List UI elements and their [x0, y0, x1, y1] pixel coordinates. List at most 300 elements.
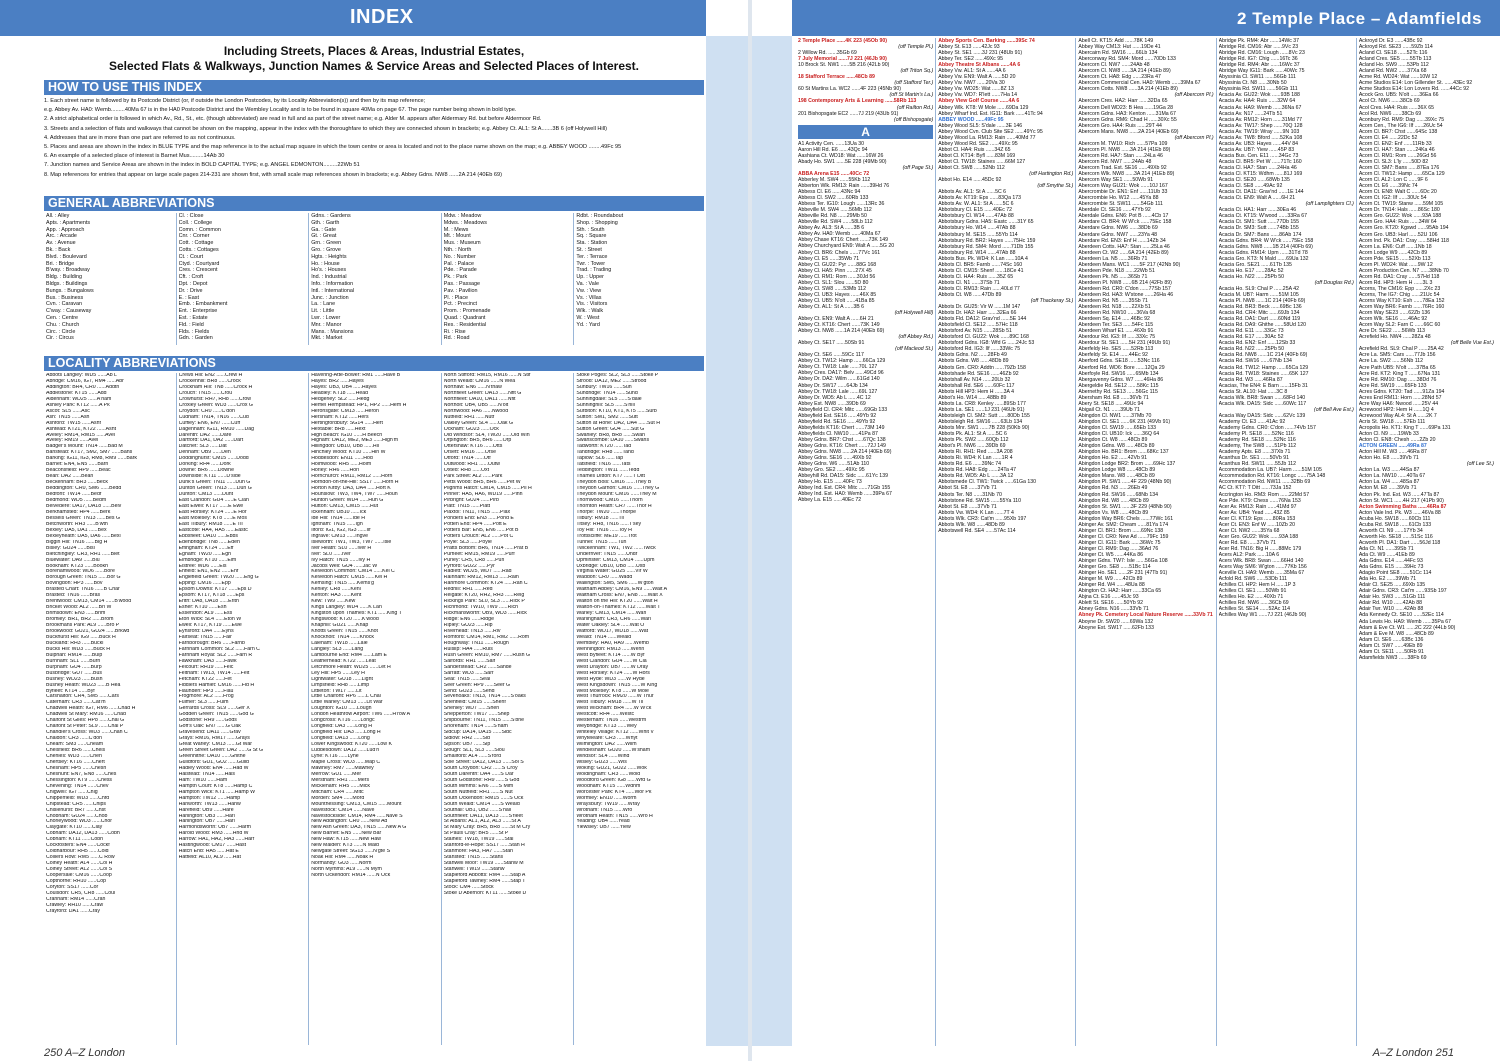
locality-entry: Watford: WD17, WD18 ......Wat [576, 628, 649, 634]
locality-entry: Essendon: AL9 ......Ess [178, 611, 233, 617]
index-entry: Abercorn Ct. HA8: Edg ......23Ra 47 [1078, 74, 1161, 81]
index-entry: Abbey La. E15 ......40Ec 72 [798, 497, 862, 504]
locality-entry: Wennington: RM13 ......Wenn [576, 646, 645, 652]
locality-entry: Brentwood: CM13, CM14 ......B'wood [46, 599, 132, 605]
index-entry: Abinger Gdns. TW7: Isle ......56Ga 108 [1078, 558, 1168, 565]
locality-entry: Bulphan: RM14 ......Bulp [46, 652, 103, 658]
index-entry: Abinger Gro. SE8 ......51Bc 114 [1078, 564, 1151, 571]
index-entry: Abbotsleigh Rd. SW16 ......63Lb 134 [938, 418, 1023, 425]
locality-entry: West Drayton: UB7 ......W Dray [576, 664, 649, 670]
index-entry: Acacia Ct. DA11: Grav'nd ......1E 144 [1218, 189, 1304, 196]
index-entry: Abridge Rd. CM16: Lough ......8Vc 23 [1218, 50, 1305, 57]
locality-entry: Rickmansworth: UB9, WD3 ......Rick [443, 611, 527, 617]
index-entry: Abbey Dr. WD5: Ab L ......4C 12 [798, 394, 871, 401]
locality-entry: Bean: DA2 ......Bean [46, 474, 94, 480]
locality-entry: Higham: DA12, ME2, ME3 ......High'm [311, 438, 399, 444]
locality-entry: Potten End: HP4 ......Pott E [443, 521, 507, 527]
index-entry: Acacias, The EN4: E Barn ......15Fb 31 [1218, 382, 1308, 389]
locality-entry: Addington: BR4, CR0 ......Addtn [46, 384, 120, 390]
general-abbreviation-entry: Ho. : House [311, 260, 340, 267]
locality-entry: Waddon: CR0 ......Wadd [576, 575, 633, 581]
index-entry: Acacia Rd. TW18: Staines ......65K 127 [1218, 370, 1309, 377]
index-entry: Abbot Cl. KT14: Byfl ......83M 169 [938, 152, 1016, 159]
how-to-item: 6. An example of a selected place of interest is Barnet Mus.........14Ab 30 [44, 153, 225, 160]
locality-entry: Longfield Hill: DA3 ......Long H [311, 730, 381, 736]
index-entry: Abady Ho. SW1 ......5E 228 (49Mb 90) [798, 158, 887, 165]
index-entry: Abbey Cl. UB3: Hayes ......46X 85 [798, 291, 877, 298]
index-entry: Aberdeen Rd. N18 ......22Xb 51 [1078, 304, 1151, 311]
locality-entry: Waltham Abbey: CM16, EN9 ......Walt A [576, 587, 668, 593]
locality-entry: Hampton Wick: KT1 ......Hamp W [178, 789, 255, 795]
general-abbreviation-entry: Dr. : Drive [178, 287, 203, 294]
index-entry: Aberfeldy Ho. SE5 ......52Rb 113 [1078, 346, 1154, 353]
index-entry: Abercorn Rd. HA7: Stan ......24La 46 [1078, 152, 1163, 159]
index-entry: Abbeyfields Cl. NW10 ......41Pa 87 [798, 430, 878, 437]
general-abbreviation-entry: Cotts. : Cottages [178, 246, 219, 253]
locality-entry: Romford: CM14, RM1, RM2 ......Rom [443, 634, 530, 640]
index-entry: Abbot Cl. TW18: Staines ......66M 127 [938, 158, 1026, 165]
locality-entry: Kingswood: KT20 ......K'wood [311, 617, 379, 623]
index-entry: Aberconway Rd. SM4: Mord ......70Db 133 [1078, 56, 1176, 63]
locality-entry: Reigate: KT20, RH2, RH3 ......Reig [443, 593, 525, 599]
general-abbreviation-entry: Nth. : North [443, 246, 472, 253]
index-entry: Acre Rd. RM10: Dag ......38Dd 76 [1358, 376, 1437, 383]
locality-entry: Salfords: RH1 ......Salf [443, 658, 496, 664]
index-entry: Acol Ct. NW6 ......38Cb 69 [1358, 98, 1420, 105]
locality-entry: Tilbury: RM18 ......Til [576, 515, 624, 521]
locality-entry: Hillingdon: UB10, UB8 ......Hil [311, 444, 379, 450]
index-entry: Abbey Ct. AL1: St A ......3B 6 [798, 303, 865, 310]
how-to-item: 4. Addresses that are in more than one part are referred to as not continuous. [44, 134, 236, 141]
index-entry: Acton Cl. EN8: Chesh ......2Zb 20 [1358, 437, 1436, 444]
locality-entry: Mountnessing: CM13, CM15 ......Mount [311, 801, 402, 807]
index-entry: Abbots Av. W. AL1: St A ......5C 6 [938, 201, 1014, 208]
index-entry: Acacia Wlk. BR8: Swan ......68Fd 140 [1218, 394, 1306, 401]
index-entry: Acacia Av. HA4: Ruis ......32W 64 [1218, 98, 1296, 105]
locality-entry: Kenley: CR8 ......Kenl [311, 587, 361, 593]
locality-entry: Little Warley: CM13 ......Lit War [311, 700, 383, 706]
locality-entry: Cudham: TN14, TN16 ......Cud [178, 414, 249, 420]
locality-entry: Halstead: TN14 ......Hals [178, 771, 236, 777]
index-entry: Acacia Av. UB7: Yiew ......45P 83 [1218, 146, 1295, 153]
index-entry: Abridge Way IG11: Bark ......40Wc 75 [1218, 68, 1305, 75]
index-entry: Abbess Cl. SW2 ......60Rb 133 [798, 195, 869, 202]
index-entry: Acacia Rd. DA9: Ghithe ......58Ud 120 [1218, 322, 1306, 329]
locality-entry: West Thurrock: RM20 ......W Thur [576, 694, 654, 700]
general-abbreviation-entry: Cl. : Close [178, 213, 204, 219]
index-entry: Abinger Cl. RM9: Dag ......36Ad 76 [1078, 545, 1159, 552]
index-entry: Abbey Cl. BR6: Chels ......77Vc 161 [798, 249, 881, 256]
locality-entry: Radlett: WD25, WD7 ......Rad [443, 569, 512, 575]
index-entry: Aberdeen Rd. HA3: W'stone ......26Ha 46 [1078, 291, 1174, 298]
index-entry: Acacia Rd. NW8 ......1C 214 (40Fb 69) [1218, 352, 1308, 359]
locality-entry: Shoreham: TN14 ......S'ham [443, 724, 508, 730]
index-entry: (off Temple Pl.) [898, 44, 934, 51]
locality-entry: Westerham: TN16 ......Westrm [576, 718, 647, 724]
locality-entry: Copthorne: RH10 ......Cop [46, 879, 106, 885]
locality-entry: Sutton Green: GU4 ......Sut G [576, 426, 645, 432]
locality-entry: North Mymms: AL9 ......N Mym [311, 867, 382, 873]
general-abbreviation-entry: Ter. : Terrace [576, 253, 608, 260]
index-entry: 201 Bishopsgate EC2 ......7J 219 (43Ub 91) [798, 110, 899, 117]
index-entry: Abbey Churchyard EN9: Walt A ......5G 20 [798, 243, 895, 250]
index-entry: Abbots Grn. CR0: Addtn ......79Zb 158 [938, 364, 1026, 371]
index-entry: Acton Pk. Ind. Est. W3 ......47Ta 87 [1358, 491, 1440, 498]
locality-entry: Ascot: SL5 ......Asc [46, 408, 90, 414]
index-entry: Aberdeen Pde. N18 ......22Wb 51 [1078, 267, 1155, 274]
index-entry: Aashiana Ct. WD18: Wat ......16W 26 [798, 152, 884, 159]
locality-entry: Crawley: RH10 ......Craw [46, 902, 104, 908]
index-entry: 60 St Martins La. WC2 ......4F 223 (45Nb 90) [798, 86, 901, 93]
index-entry: Abinger M. W9 ......42Cb 89 [1078, 576, 1143, 583]
general-abbreviation-entry: Ct. : Court [178, 253, 204, 260]
index-entry: Abbots Bus. Pk. WD4: K Lan ......10A 4 [938, 255, 1028, 262]
intro-text: Including Streets, Places & Areas, Industrial Estates, Selected Flats & Walkways, Junction Names & Service Areas and Selected Places of Interest. [109, 44, 639, 73]
index-entry: Abingdon Ct. W8 ......48Cb 89 [1078, 437, 1148, 444]
locality-entry: Hoddesdon: EN11 ......Hod [311, 456, 373, 462]
index-entry: Acorns Way KT10: Esh ......78Ea 152 [1358, 298, 1445, 305]
locality-entry: Berkhamsted: HP4 ......Berk [46, 509, 111, 515]
index-entry: Abbots Cl. CM15: Shenf ......18Ce 41 [938, 267, 1024, 274]
locality-entry: Redhill: RH1 ......Red [443, 587, 493, 593]
general-abbreviation-entry: Mt. : Mount [443, 233, 471, 240]
index-entry: Acre Rd. SW19 ......65Fb 133 [1358, 382, 1427, 389]
locality-entry: Felcourt: RH19 ......Felc [178, 664, 234, 670]
locality-entry: Longcross: KT16 ......Longc [311, 718, 375, 724]
index-entry: Adair Gdns. CR3: Cat'm ......93Sb 197 [1358, 588, 1447, 595]
index-entry: Acorn Pl. WD24: Wat ......9W 12 [1358, 261, 1433, 268]
general-abbreviation-entry: Chu. : Church [46, 321, 80, 328]
locality-entry: Kemsing: TN15 ......Kems'g [311, 581, 375, 587]
general-abbreviation-entry: Mkt. : Market [311, 335, 343, 342]
index-entry: Acfold Rd. SW6 ......53Db 111 [1218, 576, 1288, 583]
general-abbreviation-entry: Gro. : Grove [311, 246, 341, 253]
locality-entry: Caterham: CR3 ......Cat'm [46, 700, 106, 706]
index-entry: Abinger Av. SM2: Cheam ......81Ya 174 [1078, 521, 1169, 528]
index-entry: Ace Pde. KT9: Chess ......76Na 153 [1218, 497, 1301, 504]
index-entry: Ablett St. SE16 ......50Yb 92 [1078, 600, 1144, 607]
locality-entry: Mickleham: RH5 ......Mick [311, 783, 370, 789]
index-entry: Acorn Gro. KT20: Kgswd ......95Ab 194 [1358, 225, 1449, 232]
locality-entry: Bexley: DA5, DA1 ......Bex [46, 527, 107, 533]
index-entry: Abbey Chase KT16: Chert ......73K 149 [798, 237, 888, 244]
index-entry: Abney Gdns. N16 ......33Vb 71 [1078, 606, 1149, 613]
locality-entry: Croydon: CR0 ......C'don [178, 408, 235, 414]
index-entry: Abercorn M. TW10: Rich ......57Pa 109 [1078, 140, 1168, 147]
how-to-item: 5. Places and areas are shown in the index in BLUE TYPE and the map reference is to the actual map square in which the town centre or area is located and not to the place name shown on the map; e.g. ABBEY WOOD ........49Fc 95 [44, 144, 622, 151]
index-entry: Abbot St. E8 ......37Vb 71 [938, 503, 997, 510]
index-entry: Adair Cl. SE25 ......69Xb 135 [1358, 582, 1426, 589]
locality-entry: Park Street: AL2 ......Park [443, 474, 503, 480]
index-entry: Abercorn Cl. NW7 ......24Ab 48 [1078, 62, 1150, 69]
index-entry: Abbotsford Gdns. IG8: Wfd G ......24Jc 53 [938, 340, 1035, 347]
index-entry: ABBA Arena E15 ......40Cc 72 [798, 170, 870, 177]
index-entry: Aberdeen Ter. SE3 ......54Fc 115 [1078, 322, 1154, 329]
index-entry: Aberdeen Mans. WC1 ......5F 217 (42Nb 90) [1078, 261, 1181, 268]
index-entry: Acacia St. AL10: Hat ......3C 8 [1218, 388, 1288, 395]
index-entry: Aberdare Rd. EN3: Enf H ......14Zb 34 [1078, 237, 1166, 244]
index-entry: Acer Av. RM13: Rain ......41Md 97 [1218, 503, 1297, 510]
locality-entry: Orsett: RM16 ......Orse [443, 450, 496, 456]
locality-entry: Bookham: KT23 ......Bookh [46, 563, 108, 569]
general-abbreviation-entry: Quad. : Quadrant [443, 314, 486, 321]
index-entry: Abinger Cl. CR0: New Ad ......79Fc 159 [1078, 533, 1169, 540]
locality-entry: Ashford: TW15 ......Ashf [46, 420, 101, 426]
index-entry: Aberdale Gdns. EN6: Pot B ......4Cb 17 [1078, 213, 1169, 220]
index-entry: Acris St. SW18 ......57Eb 111 [1358, 418, 1426, 425]
index-entry: Abinger Cl. BR1: Brom ......69Nc 138 [1078, 527, 1164, 534]
index-entry: Acacia Way DA15: Sidc ......62Vc 139 [1218, 412, 1306, 419]
locality-entry: Pyrford: GU22 ......Pyr [443, 563, 495, 569]
locality-column [44, 373, 177, 1045]
general-abbreviation-entry: App. : Approach [46, 226, 85, 233]
index-entry: Abery St. SE18 ......49Uc 94 [1078, 400, 1144, 407]
locality-entry: West Horsley: KT24 ......W Hors [576, 670, 650, 676]
index-entry: Acer Av. UB4: Yead ......43Z 85 [1218, 509, 1290, 516]
general-abbreviation-entry: Va. : Vale [576, 280, 599, 287]
locality-entry: Pratts Bottom: BR6, TN14 ......Prat B [443, 545, 529, 551]
index-entry: Abbots Cl. BR5: Farnb ......74Sc 160 [938, 261, 1023, 268]
index-entry: Academy Ct. E3 ......41Ac 92 [1218, 418, 1286, 425]
locality-entry: Toy Hill: TN16 ......Toy H [576, 527, 632, 533]
index-entry: Acacia Rd. EN2: Enf ......12Sb 33 [1218, 340, 1296, 347]
locality-entry: Ide Hill: TN14 ......Ide H [311, 515, 366, 521]
general-abbreviation-entry: Ga. : Gate [311, 226, 337, 233]
locality-entry: Carshalton: CR4, SM5 ......Cars [46, 694, 119, 700]
locality-entry: Frogmore: AL2 ......Frog [178, 694, 234, 700]
index-entry: Adagio Point SE8 ......51Cc 114 [1358, 570, 1432, 577]
index-entry: Abbey Vw. NW7 ......20Va 30 [938, 80, 1005, 87]
index-entry: Abbey Wood La. RM13: Rain ......40Md 77 [938, 134, 1036, 141]
locality-entry: West Kingsdown: TN15 ......W King [576, 682, 658, 688]
locality-entry: St Albans: AL1, AL2, AL3 ......St A [443, 819, 521, 825]
index-entry: Abridge Pk. RM4: Abr ......14Wc 37 [1218, 38, 1300, 44]
index-entry: Acre Way HA6: Nwood ......25V 44 [1358, 400, 1439, 407]
locality-entry: Bedmond: WD5 ......Bedm [46, 498, 107, 504]
index-entry: Abbey Vw. EN9: Walt A ......5D 20 [938, 74, 1016, 81]
index-entry: Abbots Ri. RH1: Red ......3A 208 [938, 449, 1013, 456]
general-abbreviation-entry: Mdw. : Meadow [443, 213, 482, 219]
index-entry: Abingdon Lodge BR2: Brom ......69Hc 137 [1078, 461, 1176, 468]
index-entry: Acorn Ct. TW19: Stanw ......59M 105 [1358, 201, 1444, 208]
locality-entry: Dunton: CM13 ......Dunt [178, 492, 234, 498]
index-entry: Acer Ct. NW2 ......35Ya 68 [1218, 527, 1280, 534]
locality-entry: St Pauls Cray: BR5 ......St P [443, 831, 509, 837]
general-abbreviation-entry: Vs. : Villas [576, 294, 602, 301]
index-entry: Abinger Rd. W4 ......48Ua 88 [1078, 582, 1145, 589]
general-abbreviation-entry: C'way. : Causeway [46, 308, 92, 315]
index-entry: Abbots Av. KT19: Eps ......83Qa 173 [938, 195, 1022, 202]
index-entry: Acorn Cl. TW12: Hamp ......65Ca 129 [1358, 171, 1445, 178]
how-to-item: e.g. Abbey Av. HA0: Wemb.........40Ma 67 is in the HA0 Postcode District and the Wembley Locality and is to be found in square 40Ma on page 67. The page number being shown in bold type. [44, 107, 517, 114]
general-abbreviation-entry: Ri. : Rise [443, 328, 466, 335]
general-abbreviation-entry: Cvn. : Caravan [46, 301, 82, 308]
locality-entry: New Addington: CR0 ......New Ad [311, 819, 388, 825]
index-entry: Adair Ho. SW3 ......51Gb 111 [1358, 594, 1426, 601]
general-abbreviation-entry: Rdbt. : Roundabout [576, 213, 624, 219]
locality-entry: Darenth: DA2 ......Dare [178, 432, 232, 438]
index-entry: Acacia Av. UB3: Hayes ......44V 84 [1218, 140, 1298, 147]
index-entry: Achilles St. SE14 ......52Ac 114 [1218, 606, 1291, 613]
locality-entry: Tadworth: KT20 ......Tad [576, 444, 632, 450]
general-abbreviation-entry: Pal. : Palace [443, 260, 475, 267]
locality-entry: Stapleford Tawney: RM4 ......Stap T [443, 879, 526, 885]
index-entry: Acorn Rd. HP3: Hem H ......3L 3 [1358, 279, 1433, 286]
locality-entry: Greenhithe: DA10 ......Ghithe [178, 754, 246, 759]
locality-entry: Otford: TN14 ......Otf [443, 456, 491, 462]
locality-entry: East Ewell: KT17 ......E Ewe [178, 503, 244, 509]
index-entry: Abercorn Way GU21: Wok ......10J 167 [1078, 183, 1168, 190]
index-entry: Abberley M. SW4 ......55Kb 112 [798, 176, 871, 183]
index-entry: Academy Apts. E8 ......37Xb 71 [1218, 449, 1291, 456]
index-entry: Abingdon Gdns. W8 ......48Cb 89 [1078, 443, 1155, 450]
locality-entry: Weald: TN14 ......Weald [576, 634, 632, 640]
locality-entry: West Byfleet: KT14 ......W Byf [576, 652, 645, 658]
index-entry: Acorn Wlk. SE16 ......46Ac 92 [1358, 316, 1428, 323]
index-entry: Acanthus Rd. SW11 ......55Jb 112 [1218, 461, 1296, 468]
locality-entry: Coulsdon: CR5, CR8 ......Coul [46, 890, 116, 896]
index-entry: Aberdeen Rd. CR0: C'don ......77Sb 157 [1078, 285, 1171, 292]
locality-entry: Crouch: TN15 ......Crou [178, 390, 233, 396]
locality-entry: Walton-on-Thames: KT12 ......Walt T [576, 605, 661, 611]
index-entry: Acorn Rd. DA1: Cray ......57Hd 118 [1358, 273, 1440, 280]
locality-entry: Chenies: WD3 ......Chen [46, 754, 102, 759]
locality-entry: West Tilbury: RM18 ......W Til [576, 700, 644, 706]
locality-entry: Harmondsworth: UB7 ......Harm [178, 825, 251, 831]
right-page [752, 0, 1500, 1061]
index-entry: Adam Ct. SE11 ......50Rb 91 [1358, 648, 1424, 655]
index-entry: Acorn Way BR6: Farnb ......76Rc 160 [1358, 304, 1445, 311]
locality-entry: East Clandon: GU4 ......E Clan [178, 498, 249, 504]
locality-entry: Knaphill: GU21 ......Knap [311, 623, 369, 629]
general-abbreviation-entry: Lit. : Little [311, 308, 335, 315]
general-abbreviation-entry: Up. : Upper [576, 274, 604, 281]
locality-entry: Whiteley Village: KT12 ......Whit V [576, 730, 654, 736]
locality-entry: Thornwood: CM16 ......Thorn [576, 498, 643, 504]
index-entry: Abbey Cl. E5 ......35Wb 71 [798, 255, 860, 262]
index-entries [796, 38, 1496, 1046]
locality-entry: Hanworth: TW13 ......Hanw [178, 801, 241, 807]
index-entry: Acacia Av. TW19: Wray ......9N 103 [1218, 128, 1300, 135]
index-entry: Aberford Rd. WD6: Bore ......12Qa 29 [1078, 364, 1165, 371]
locality-entry: Smallford: AL4 ......S'ford [443, 754, 501, 759]
locality-entry: Epsom Downs: KT17 ......Eps D [178, 587, 252, 593]
index-entry: Abingdon Cl. NW1 ......37Mb 70 [1078, 412, 1152, 419]
general-abbreviation-entry: Sta. : Station [576, 240, 608, 247]
locality-entry: Rickings Park: SL0, SL3 ......Rick P [443, 599, 525, 605]
index-entry: Acacia Cl. KT15: Wdhm ......81J 169 [1218, 171, 1303, 178]
general-abbreviation-entry: Twr. : Tower [576, 260, 606, 267]
locality-entry: Swanley: BR8, BR8 ......Swan [576, 432, 645, 438]
general-abbreviation-entry: Intl. : International [311, 287, 355, 294]
locality-entry: High Beach: IG10 ......H Beech [311, 432, 383, 438]
index-entry: Adam Cl. SE6 ......63Bc 136 [1358, 636, 1424, 643]
index-entry: Abercorn Cres. HA2: Harr ......32Da 65 [1078, 98, 1168, 105]
general-abbreviation-entry: Bungs. : Bungalows [46, 287, 94, 294]
locality-entry: Hornchurch: RM11, RM12 ......Horn [311, 474, 393, 480]
locality-entry: New Malden: KT3 ......N Mald [311, 843, 379, 849]
index-entry: Abbey Ind. Est. CR4: Mitc ......71Gb 155 [798, 485, 891, 492]
index-entry: Abingdon Cl. SE1 ......6K 231 (49Vb 91) [1078, 418, 1171, 425]
locality-entry: Merrow: GU1 ......Mer [311, 771, 362, 777]
index-entry: Abbey Ho. E15 ......40Fc 73 [798, 479, 862, 486]
index-entry: Abergavenny Gdns. W7 ......46Ha 86 [1078, 376, 1164, 383]
locality-entry: Bletchingley: CR3, RH1 ......Blet [46, 551, 120, 557]
locality-entry: Fulmer: SL3 ......Fulm [178, 700, 229, 706]
index-entry: Abridge Rd. RM4: Abr ......16Wc 37 [1218, 62, 1300, 69]
index-entry: Achilles Rd. NW6 ......36Cb 69 [1218, 600, 1289, 607]
locality-entry: Water Oakley: SL4 ......Wat O [576, 623, 645, 629]
index-entry: Acacia Cl. BR5: Pet W ......71Tc 160 [1218, 158, 1302, 165]
index-entry: Acorn Cl. SL3: L'ly ......50D 82 [1358, 158, 1429, 165]
general-abbreviation-entry: Emb. : Embankment [178, 301, 228, 308]
index-entry: Acorn Way SE23 ......62Zb 136 [1358, 310, 1431, 317]
general-abbreviation-entry: B'way. : Broadway [46, 267, 90, 274]
index-entry: Acacia Ho. E17 ......28Ac 52 [1218, 267, 1284, 274]
locality-entry: Addlestone: KT15 ......Add [46, 390, 107, 396]
index-entry: Abbotsford Cl. GU22: Wok ......89C 168 [938, 334, 1029, 341]
locality-entry: Limpsfield: RH8 ......Limp [311, 682, 370, 688]
index-entry: Abbotsbury M. SE15 ......55Yb 114 [938, 231, 1018, 238]
index-entry: Abbots Gdns. W8 ......48Db 89 [938, 358, 1009, 365]
index-entry: Acre La. SM5: Cars ......77Jb 156 [1358, 352, 1436, 359]
locality-entry: Ashtead: KT21, KT22 ......Asht [46, 426, 117, 432]
index-column [1357, 38, 1496, 1046]
locality-entry: Effingham: KT24 ......Eff [178, 545, 234, 551]
index-entry: Abbotshall Rd. SE6 ......60Fc 117 [938, 382, 1015, 389]
index-entry: Abercorn Way SE1 ......50Wb 91 [1078, 177, 1154, 184]
how-to-item: 3. Streets and a selection of flats and walkways that cannot be shown on the mapping, appear in the index with the thoroughfare to which they are connected shown in brackets; e.g. Abbey Ct. AL1: St A.......3B 6 (off Holywell Hill) [44, 125, 608, 132]
index-entry: (off Smythe St.) [1037, 183, 1074, 190]
locality-entry: Burnham: SL1 ......Burn [46, 658, 101, 664]
index-entry: Acacia Av. TW17: Shep ......70Q 128 [1218, 122, 1303, 129]
index-entry: Aberdare Gdns. NW6 ......38Db 69 [1078, 225, 1158, 232]
locality-entry: Lower Kingswood: KT20 ......Low K [311, 742, 392, 748]
how-to-item: 2. A strict alphabetical order is followed in which Av., Rd., St., etc. (though abbreviated) are read in full and as part of the street name; e.g. Alder M. appears after Aldermary Rd. but before Aldermoor Rd. [44, 116, 542, 123]
index-entry: Academy, The SW8 ......51Pb 112 [1218, 443, 1297, 450]
locality-entry: Tandridge: RH8 ......Tand [576, 450, 634, 456]
right-page-footer: A–Z London 251 [1372, 1047, 1454, 1059]
index-entry: Abingdon Cl. UB10: Ick ......36Q 64 [1078, 431, 1160, 438]
locality-entry: Slough: SL1, SL3 ......Slou [443, 748, 505, 754]
index-entry: Abbey View Golf Course ......4A 6 [938, 98, 1020, 105]
locality-entry: Buckhurst Hill: IG9 ......Buck H [46, 634, 116, 640]
locality-entry: Bisley: GU24 ......Bisl [46, 545, 95, 551]
locality-entry: Harold Wood: RM3 ......Hrld W [178, 831, 249, 837]
locality-entry: Sarratt: WD3 ......Sarr [443, 670, 494, 676]
index-entry: Acacia Wlk. DA15: Sidc ......60Wc 117 [1218, 400, 1307, 407]
index-entry: 7 July Memorial ......7J 221 (46Jb 90) [798, 56, 887, 63]
locality-entry: Merstham: RH1 ......Mers [311, 777, 370, 783]
general-abbreviation-entry: Info. : Information [311, 280, 354, 287]
locality-entry: Letchmore Heath: WD25 ......Let H [311, 664, 391, 670]
index-entry: Aberfeldy St. E14 ......44Ec 92 [1078, 352, 1148, 359]
locality-entry: Kelvedon Common: CM14 ......Kel C [311, 569, 395, 575]
locality-entry: Mawney: RM7 ......Mawney [311, 765, 374, 771]
general-abbreviation-entry: Mdws. : Meadows [443, 219, 487, 226]
index-entry: Aberdeen Pk. N5 ......36Sb 71 [1078, 273, 1148, 280]
locality-entry: Yiewsley: UB7 ......Yiew [576, 825, 631, 831]
locality-entry: Colney Heath: AL4 ......Col H [46, 861, 113, 867]
general-abbreviation-entry: Apts. : Apartments [46, 219, 91, 226]
locality-entry: Chaldon: CR3 ......C'don [46, 736, 103, 742]
locality-entry: Brasted Chart: TN16 ......B Char [46, 587, 120, 593]
index-entry: Aberdeen Pl. NW8 ......6B 214 (42Fb 89) [1078, 279, 1172, 286]
index-entry: Acton Hill M. W3 ......46Ra 87 [1358, 449, 1427, 456]
index-entry: Abbey Gro. SE2 ......49Xc 95 [798, 467, 865, 474]
locality-entry: Sunninghill: SL5 ......S'hill [576, 402, 635, 408]
locality-entry: Cuffley: EN6, EN7 ......Cuff [178, 420, 241, 426]
